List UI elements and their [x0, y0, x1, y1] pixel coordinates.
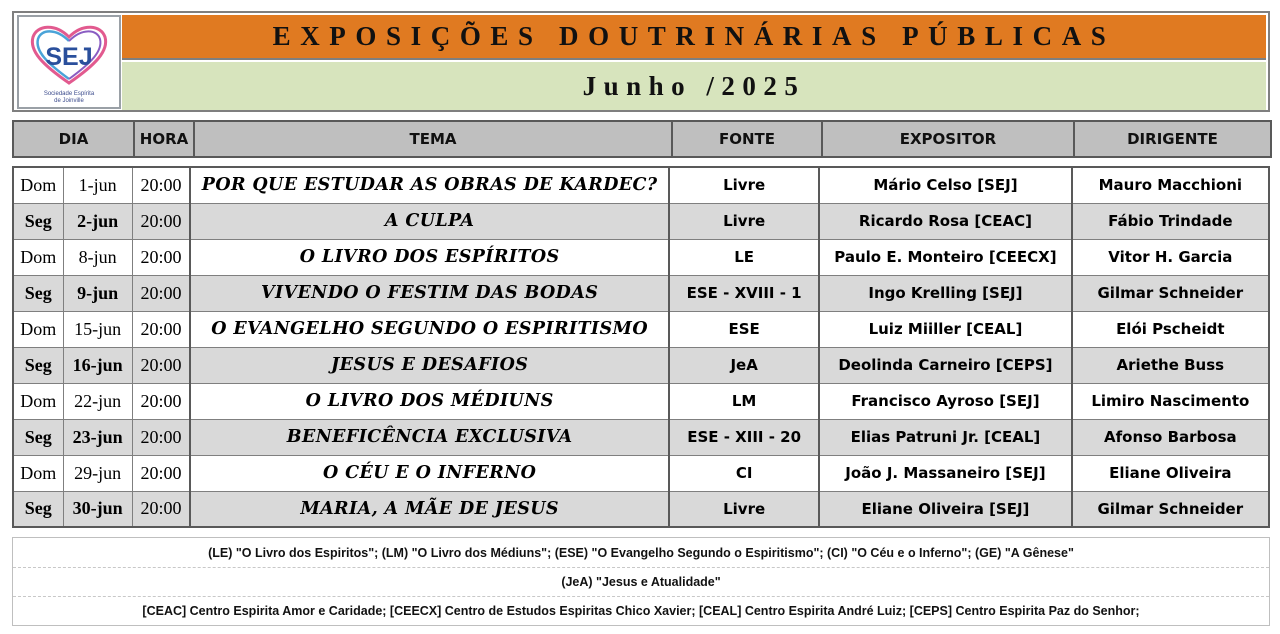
table-row — [13, 383, 1269, 419]
sej-logo — [17, 15, 121, 109]
fonte-cell: ESE - XIII - 20 — [669, 419, 819, 455]
column-fonte: FONTE — [672, 121, 822, 157]
time-cell: 20:00 — [132, 311, 190, 347]
time-cell: 20:00 — [132, 275, 190, 311]
time-cell: 20:00 — [132, 203, 190, 239]
dirigente-cell: Gilmar Schneider — [1072, 491, 1269, 527]
note-jea: (JeA) "Jesus e Atualidade" — [13, 567, 1269, 596]
tema-cell: VIVENDO O FESTIM DAS BODAS — [190, 275, 669, 311]
table-row — [13, 419, 1269, 455]
time-cell: 20:00 — [132, 167, 190, 203]
expositor-cell: Elias Patruni Jr. [CEAL] — [819, 419, 1071, 455]
expositor-cell: Eliane Oliveira [SEJ] — [819, 491, 1071, 527]
dirigente-cell: Ariethe Buss — [1072, 347, 1269, 383]
title-band — [122, 15, 1266, 60]
date-cell: 2-jun — [63, 203, 132, 239]
note-centers: [CEAC] Centro Espirita Amor e Caridade; [CEECX] Centro de Estudos Espiritas Chico Xavier; [CEAL] Centro Espirita André Luiz; [CEPS] Centro Espirita Paz do Senhor; — [13, 596, 1269, 625]
table-row — [13, 347, 1269, 383]
date-cell: 23-jun — [63, 419, 132, 455]
tema-cell: JESUS E DESAFIOS — [190, 347, 669, 383]
expositor-cell: Mário Celso [SEJ] — [819, 167, 1071, 203]
tema-cell: BENEFICÊNCIA EXCLUSIVA — [190, 419, 669, 455]
header-panel — [12, 11, 1270, 112]
weekday-cell: Dom — [13, 167, 63, 203]
dirigente-cell: Gilmar Schneider — [1072, 275, 1269, 311]
dirigente-cell: Mauro Macchioni — [1072, 167, 1269, 203]
dirigente-cell: Vitor H. Garcia — [1072, 239, 1269, 275]
table-row — [13, 203, 1269, 239]
weekday-cell: Seg — [13, 203, 63, 239]
table-row — [13, 455, 1269, 491]
column-header — [12, 120, 1272, 158]
fonte-cell: Livre — [669, 491, 819, 527]
fonte-cell: LE — [669, 239, 819, 275]
column-hora: HORA — [134, 121, 194, 157]
legend-notes — [12, 537, 1270, 626]
dirigente-cell: Fábio Trindade — [1072, 203, 1269, 239]
weekday-cell: Dom — [13, 383, 63, 419]
weekday-cell: Seg — [13, 419, 63, 455]
column-dia: DIA — [13, 121, 134, 157]
note-books: (LE) "O Livro dos Espiritos"; (LM) "O Livro dos Médiuns"; (ESE) "O Evangelho Segundo o Espiritismo"; (CI) "O Céu e o Inferno"; (GE) "A Gênese" — [208, 545, 1074, 560]
time-cell: 20:00 — [132, 347, 190, 383]
fonte-cell: JeA — [669, 347, 819, 383]
weekday-cell: Seg — [13, 491, 63, 527]
expositor-cell: Ricardo Rosa [CEAC] — [819, 203, 1071, 239]
dirigente-cell: Eliane Oliveira — [1072, 455, 1269, 491]
weekday-cell: Seg — [13, 347, 63, 383]
weekday-cell: Dom — [13, 311, 63, 347]
tema-cell: O LIVRO DOS MÉDIUNS — [190, 383, 669, 419]
table-row — [13, 239, 1269, 275]
date-cell: 1-jun — [63, 167, 132, 203]
time-cell: 20:00 — [132, 491, 190, 527]
expositor-cell: João J. Massaneiro [SEJ] — [819, 455, 1071, 491]
tema-cell: POR QUE ESTUDAR AS OBRAS DE KARDEC? — [190, 167, 669, 203]
date-cell: 29-jun — [63, 455, 132, 491]
time-cell: 20:00 — [132, 239, 190, 275]
tema-cell: O EVANGELHO SEGUNDO O ESPIRITISMO — [190, 311, 669, 347]
table-row — [13, 167, 1269, 203]
logo-initials: SEJ — [45, 43, 93, 71]
expositor-cell: Luiz Miiller [CEAL] — [819, 311, 1071, 347]
date-cell: 8-jun — [63, 239, 132, 275]
expositor-cell: Francisco Ayroso [SEJ] — [819, 383, 1071, 419]
month-band — [122, 62, 1266, 110]
time-cell: 20:00 — [132, 383, 190, 419]
table-row — [13, 311, 1269, 347]
fonte-cell: ESE - XVIII - 1 — [669, 275, 819, 311]
month-label: Junho /2025 — [582, 70, 806, 101]
heart-logo-icon — [23, 21, 115, 89]
schedule-table — [12, 166, 1270, 528]
dirigente-cell: Elói Pscheidt — [1072, 311, 1269, 347]
fonte-cell: Livre — [669, 167, 819, 203]
date-cell: 22-jun — [63, 383, 132, 419]
dirigente-cell: Limiro Nascimento — [1072, 383, 1269, 419]
tema-cell: O CÉU E O INFERNO — [190, 455, 669, 491]
tema-cell: MARIA, A MÃE DE JESUS — [190, 491, 669, 527]
expositor-cell: Paulo E. Monteiro [CEECX] — [819, 239, 1071, 275]
fonte-cell: Livre — [669, 203, 819, 239]
column-tema: TEMA — [194, 121, 672, 157]
time-cell: 20:00 — [132, 455, 190, 491]
page-title: EXPOSIÇÕES DOUTRINÁRIAS PÚBLICAS — [272, 21, 1116, 51]
date-cell: 9-jun — [63, 275, 132, 311]
table-row — [13, 275, 1269, 311]
time-cell: 20:00 — [132, 419, 190, 455]
logo-caption-line2: de Joinville — [54, 98, 84, 104]
expositor-cell: Ingo Krelling [SEJ] — [819, 275, 1071, 311]
column-dirigente: DIRIGENTE — [1074, 121, 1271, 157]
tema-cell: A CULPA — [190, 203, 669, 239]
tema-cell: O LIVRO DOS ESPÍRITOS — [190, 239, 669, 275]
weekday-cell: Seg — [13, 275, 63, 311]
logo-caption-line1: Sociedade Espírita — [43, 91, 95, 97]
weekday-cell: Dom — [13, 239, 63, 275]
fonte-cell: ESE — [669, 311, 819, 347]
dirigente-cell: Afonso Barbosa — [1072, 419, 1269, 455]
date-cell: 15-jun — [63, 311, 132, 347]
expositor-cell: Deolinda Carneiro [CEPS] — [819, 347, 1071, 383]
table-row — [13, 491, 1269, 527]
date-cell: 30-jun — [63, 491, 132, 527]
date-cell: 16-jun — [63, 347, 132, 383]
fonte-cell: LM — [669, 383, 819, 419]
schedule-body — [13, 167, 1269, 527]
column-expositor: EXPOSITOR — [822, 121, 1074, 157]
fonte-cell: CI — [669, 455, 819, 491]
weekday-cell: Dom — [13, 455, 63, 491]
